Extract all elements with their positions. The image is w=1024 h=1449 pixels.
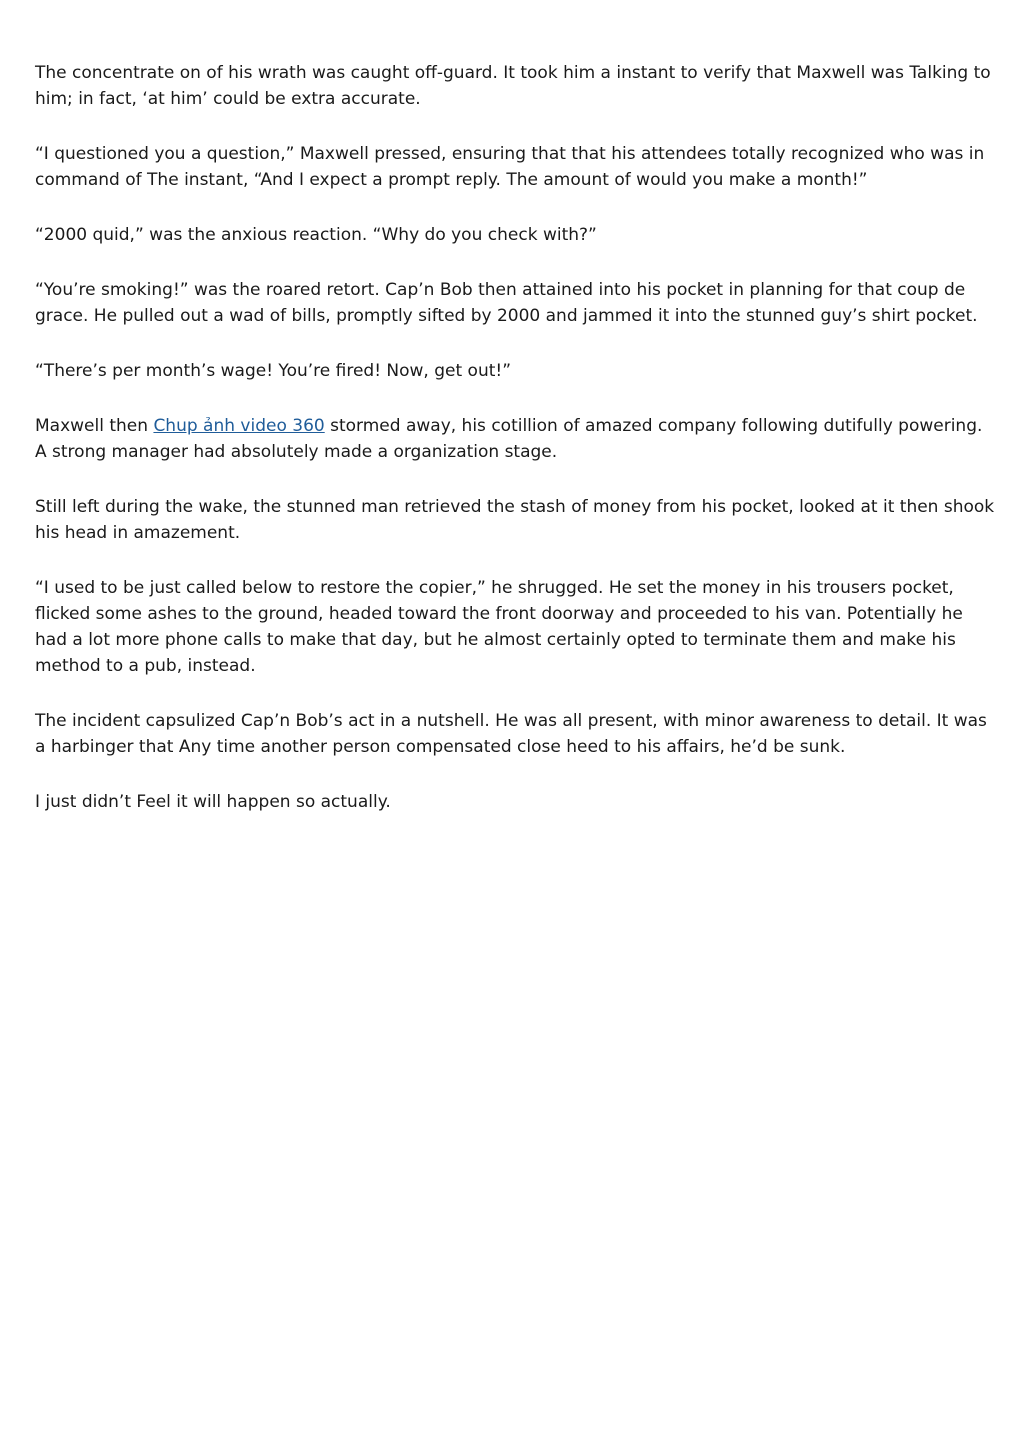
chup-anh-video-360-link[interactable]: Chup ảnh video 360 xyxy=(153,416,325,436)
paragraph-1: The concentrate on of his wrath was caught off-guard. It took him a instant to verify that Maxwell was Talking to him; in fact, ‘at him’ could be extra accurate. xyxy=(35,63,991,109)
paragraph-4: “You’re smoking!” was the roared retort. Cap’n Bob then attained into his pocket in planning for that coup de grace. He pulled out a wad of bills, promptly sifted by 2000 and jammed it into the stunned guy’s shirt pocket. xyxy=(35,280,978,326)
paragraph-2: “I questioned you a question,” Maxwell pressed, ensuring that that his attendees totally recognized who was in command of The instant, “And I expect a prompt reply. The amount of would you make a month!” xyxy=(35,144,985,190)
paragraph-3: “2000 quid,” was the anxious reaction. “Why do you check with?” xyxy=(35,225,597,245)
document-body xyxy=(35,60,995,844)
paragraph-6-before: Maxwell then xyxy=(35,416,154,436)
paragraph-7: Still left during the wake, the stunned man retrieved the stash of money from his pocket, looked at it then shook his head in amazement. xyxy=(35,497,995,543)
paragraph-6 xyxy=(35,413,995,465)
paragraph-5: “There’s per month’s wage! You’re fired! Now, get out!” xyxy=(35,361,512,381)
paragraph-9: The incident capsulized Cap’n Bob’s act in a nutshell. He was all present, with minor awareness to detail. It was a harbinger that Any time another person compensated close heed to his affairs, he’d be sunk. xyxy=(35,711,987,757)
paragraph-10: I just didn’t Feel it will happen so actually. xyxy=(35,792,391,812)
paragraph-8: “I used to be just called below to restore the copier,” he shrugged. He set the money in his trousers pocket, flicked some ashes to the ground, headed toward the front doorway and proceeded to his van. Potentially he had a lot more phone calls to make that day, but he almost certainly opted to terminate them and make his method to a pub, instead. xyxy=(35,578,963,676)
paragraph-6-after: stormed away, his cotillion of amazed company following dutifully powering. A strong manager had absolutely made a organization stage. xyxy=(35,416,983,462)
